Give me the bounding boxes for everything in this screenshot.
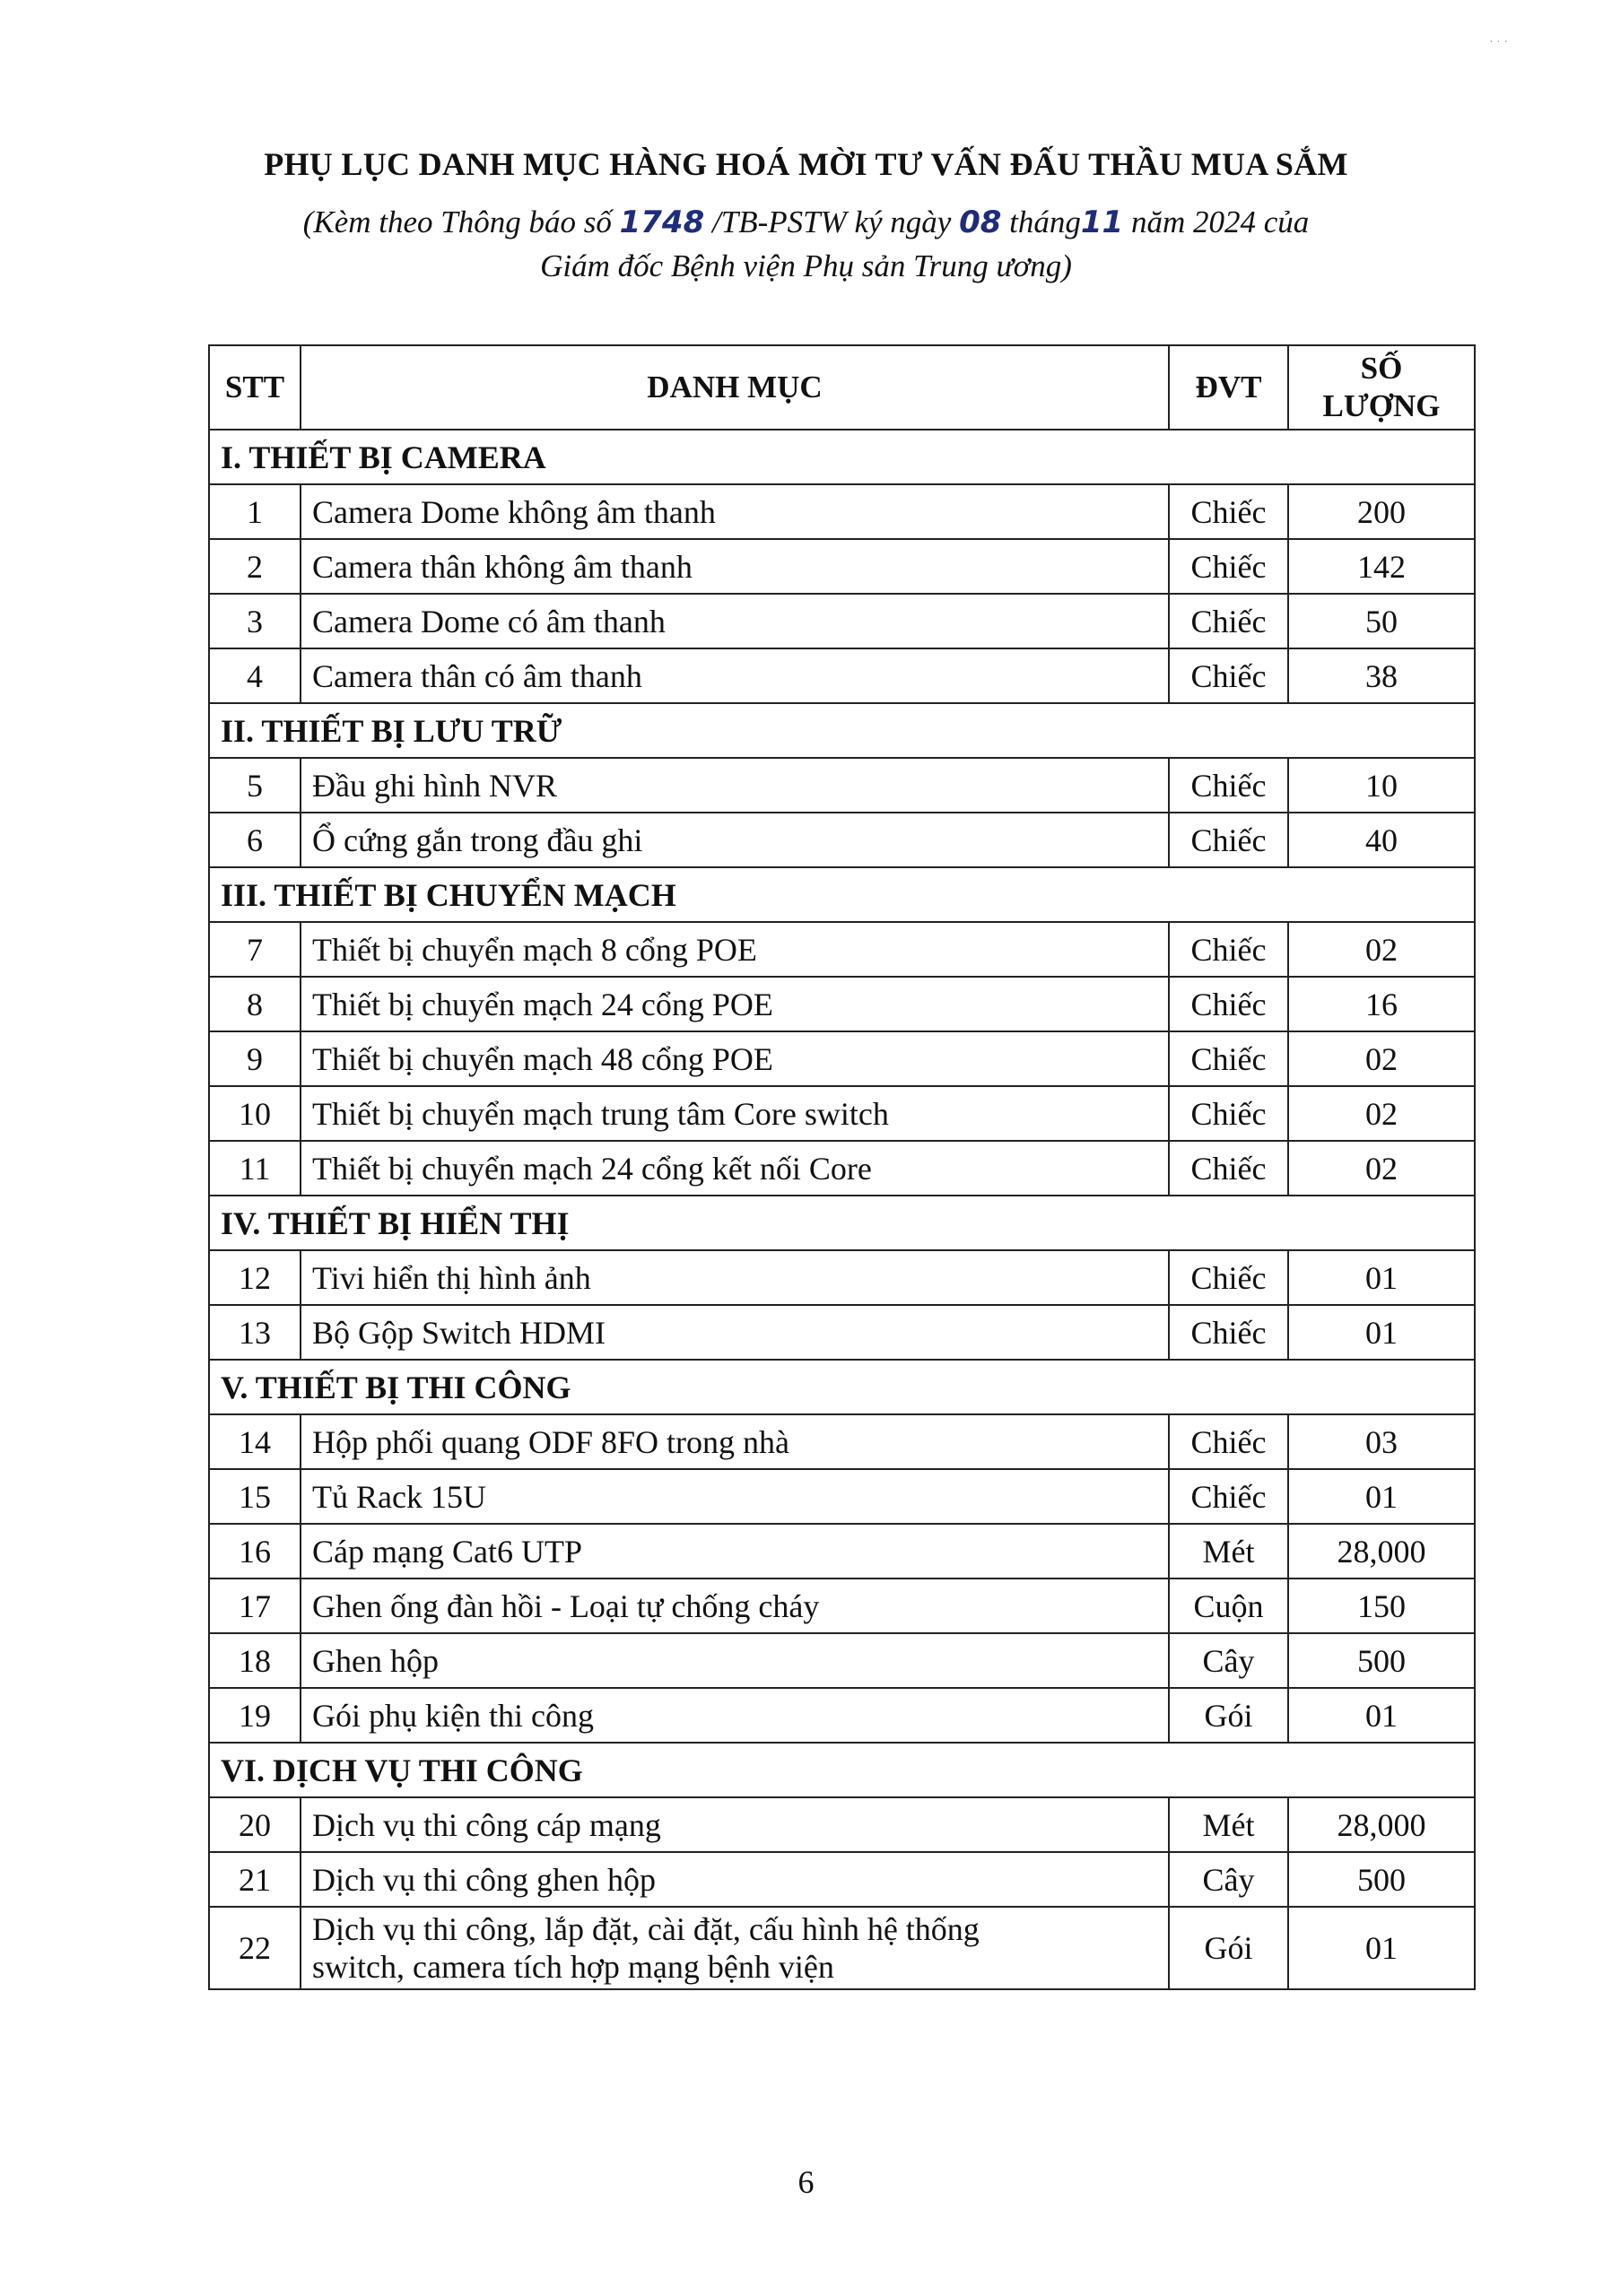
table-header-row [209, 345, 1475, 430]
cell-qty: 28,000 [1288, 1797, 1475, 1852]
cell-unit: Chiếc [1169, 1250, 1288, 1305]
cell-unit: Cây [1169, 1852, 1288, 1907]
table-row [209, 539, 1475, 594]
table-row [209, 758, 1475, 813]
cell-qty: 142 [1288, 539, 1475, 594]
cell-stt: 1 [209, 484, 301, 539]
table-row [209, 1305, 1475, 1360]
scan-speck: · · · [1489, 36, 1508, 49]
cell-qty: 02 [1288, 922, 1475, 977]
cell-stt: 15 [209, 1469, 301, 1524]
subtitle-mid1: /TB-PSTW ký ngày [712, 204, 952, 239]
cell-stt: 13 [209, 1305, 301, 1360]
cell-name: Tivi hiển thị hình ảnh [301, 1250, 1169, 1305]
table-row [209, 813, 1475, 867]
section-title: III. THIẾT BỊ CHUYỂN MẠCH [209, 867, 1288, 922]
cell-stt: 11 [209, 1141, 301, 1196]
subtitle-suffix: năm 2024 của [1130, 204, 1310, 239]
cell-stt: 3 [209, 594, 301, 648]
cell-name: Hộp phối quang ODF 8FO trong nhà [301, 1414, 1169, 1469]
section-blank [1288, 430, 1475, 484]
table-row [209, 1250, 1475, 1305]
cell-name: Camera thân không âm thanh [301, 539, 1169, 594]
goods-table [208, 344, 1476, 1990]
section-blank [1288, 1743, 1475, 1797]
handwritten-notice-number: 1748 [619, 204, 705, 240]
cell-stt: 10 [209, 1086, 301, 1141]
cell-qty: 40 [1288, 813, 1475, 867]
table-row [209, 1141, 1475, 1196]
section-row [209, 1360, 1475, 1414]
header-unit: ĐVT [1169, 345, 1288, 430]
cell-qty: 01 [1288, 1305, 1475, 1360]
cell-name [301, 1907, 1169, 1989]
cell-name: Tủ Rack 15U [301, 1469, 1169, 1524]
table-row [209, 922, 1475, 977]
cell-unit: Chiếc [1169, 484, 1288, 539]
section-title: I. THIẾT BỊ CAMERA [209, 430, 1288, 484]
table-row [209, 977, 1475, 1031]
cell-unit: Chiếc [1169, 594, 1288, 648]
table-row [209, 1578, 1475, 1633]
cell-qty: 10 [1288, 758, 1475, 813]
cell-stt: 17 [209, 1578, 301, 1633]
header-qty [1288, 345, 1475, 430]
cell-stt: 19 [209, 1688, 301, 1743]
cell-unit: Mét [1169, 1524, 1288, 1578]
section-row [209, 430, 1475, 484]
cell-name: Đầu ghi hình NVR [301, 758, 1169, 813]
table-row [209, 1469, 1475, 1524]
section-title: V. THIẾT BỊ THI CÔNG [209, 1360, 1288, 1414]
cell-stt: 21 [209, 1852, 301, 1907]
cell-qty: 38 [1288, 648, 1475, 703]
cell-unit: Chiếc [1169, 648, 1288, 703]
section-blank [1288, 703, 1475, 758]
section-title: II. THIẾT BỊ LƯU TRỮ [209, 703, 1288, 758]
cell-name: Camera Dome không âm thanh [301, 484, 1169, 539]
cell-name: Cáp mạng Cat6 UTP [301, 1524, 1169, 1578]
cell-unit: Gói [1169, 1688, 1288, 1743]
cell-name: Thiết bị chuyển mạch 48 cổng POE [301, 1031, 1169, 1086]
cell-stt: 16 [209, 1524, 301, 1578]
cell-name: Thiết bị chuyển mạch 24 cổng kết nối Core [301, 1141, 1169, 1196]
cell-unit: Cuộn [1169, 1578, 1288, 1633]
cell-unit: Chiếc [1169, 1141, 1288, 1196]
table-row [209, 1031, 1475, 1086]
header-item: DANH MỤC [301, 345, 1169, 430]
section-row [209, 703, 1475, 758]
page-number: 6 [797, 2164, 815, 2200]
cell-name: Ghen ống đàn hồi - Loại tự chống cháy [301, 1578, 1169, 1633]
cell-qty: 16 [1288, 977, 1475, 1031]
cell-name: Camera Dome có âm thanh [301, 594, 1169, 648]
cell-unit: Mét [1169, 1797, 1288, 1852]
cell-name: Camera thân có âm thanh [301, 648, 1169, 703]
cell-stt: 7 [209, 922, 301, 977]
cell-qty: 50 [1288, 594, 1475, 648]
cell-stt: 22 [209, 1907, 301, 1989]
cell-name: Thiết bị chuyển mạch 8 cổng POE [301, 922, 1169, 977]
cell-qty: 01 [1288, 1469, 1475, 1524]
cell-name: Gói phụ kiện thi công [301, 1688, 1169, 1743]
cell-qty: 150 [1288, 1578, 1475, 1633]
cell-name: Ghen hộp [301, 1633, 1169, 1688]
cell-stt: 5 [209, 758, 301, 813]
cell-qty: 500 [1288, 1633, 1475, 1688]
cell-name: Thiết bị chuyển mạch trung tâm Core switch [301, 1086, 1169, 1141]
cell-unit: Chiếc [1169, 1305, 1288, 1360]
cell-qty: 01 [1288, 1688, 1475, 1743]
cell-qty: 03 [1288, 1414, 1475, 1469]
section-title: VI. DỊCH VỤ THI CÔNG [209, 1743, 1288, 1797]
cell-stt: 18 [209, 1633, 301, 1688]
cell-name-line2: switch, camera tích hợp mạng bệnh viện [312, 1949, 834, 1985]
table-row [209, 1524, 1475, 1578]
table-row [209, 1797, 1475, 1852]
table-row [209, 1633, 1475, 1688]
cell-name: Thiết bị chuyển mạch 24 cổng POE [301, 977, 1169, 1031]
cell-unit: Chiếc [1169, 813, 1288, 867]
cell-qty: 02 [1288, 1086, 1475, 1141]
cell-stt: 8 [209, 977, 301, 1031]
cell-unit: Chiếc [1169, 758, 1288, 813]
section-blank [1288, 1196, 1475, 1250]
header-qty-line1: SỐ [1360, 351, 1403, 386]
section-blank [1288, 1360, 1475, 1414]
cell-qty: 02 [1288, 1031, 1475, 1086]
cell-unit: Chiếc [1169, 1414, 1288, 1469]
document-subtitle-line1 [0, 204, 1612, 240]
table-row [209, 594, 1475, 648]
handwritten-day: 08 [959, 204, 1002, 240]
section-title: IV. THIẾT BỊ HIỂN THỊ [209, 1196, 1288, 1250]
cell-name: Dịch vụ thi công ghen hộp [301, 1852, 1169, 1907]
handwritten-month: 11 [1080, 204, 1124, 240]
section-row [209, 1743, 1475, 1797]
document-title: PHỤ LỤC DANH MỤC HÀNG HOÁ MỜI TƯ VẤN ĐẤU THẦU MUA SẮM [264, 146, 1348, 182]
cell-qty: 02 [1288, 1141, 1475, 1196]
cell-unit: Chiếc [1169, 1031, 1288, 1086]
table-row [209, 1688, 1475, 1743]
table-row [209, 1414, 1475, 1469]
header-stt: STT [209, 345, 301, 430]
cell-stt: 4 [209, 648, 301, 703]
cell-unit: Chiếc [1169, 539, 1288, 594]
document-subtitle-line2: Giám đốc Bệnh viện Phụ sản Trung ương) [540, 248, 1072, 283]
cell-unit: Chiếc [1169, 1469, 1288, 1524]
cell-name-line1: Dịch vụ thi công, lắp đặt, cài đặt, cấu hình hệ thống [312, 1911, 980, 1947]
table-row [209, 1852, 1475, 1907]
cell-unit: Gói [1169, 1907, 1288, 1989]
table-row [209, 1086, 1475, 1141]
cell-stt: 6 [209, 813, 301, 867]
cell-stt: 20 [209, 1797, 301, 1852]
cell-name: Dịch vụ thi công cáp mạng [301, 1797, 1169, 1852]
cell-unit: Chiếc [1169, 922, 1288, 977]
subtitle-prefix: (Kèm theo Thông báo số [302, 204, 612, 239]
cell-unit: Cây [1169, 1633, 1288, 1688]
section-row [209, 1196, 1475, 1250]
section-row [209, 867, 1475, 922]
subtitle-mid2: tháng [1009, 204, 1081, 239]
section-blank [1288, 867, 1475, 922]
cell-qty: 01 [1288, 1250, 1475, 1305]
cell-qty: 500 [1288, 1852, 1475, 1907]
cell-unit: Chiếc [1169, 977, 1288, 1031]
cell-stt: 9 [209, 1031, 301, 1086]
table-row [209, 1907, 1475, 1989]
cell-stt: 14 [209, 1414, 301, 1469]
cell-qty: 01 [1288, 1907, 1475, 1989]
header-qty-line2: LƯỢNG [1322, 388, 1441, 423]
cell-name: Bộ Gộp Switch HDMI [301, 1305, 1169, 1360]
cell-qty: 28,000 [1288, 1524, 1475, 1578]
cell-stt: 12 [209, 1250, 301, 1305]
cell-name: Ổ cứng gắn trong đầu ghi [301, 813, 1169, 867]
cell-unit: Chiếc [1169, 1086, 1288, 1141]
cell-stt: 2 [209, 539, 301, 594]
table-row [209, 648, 1475, 703]
cell-qty: 200 [1288, 484, 1475, 539]
table-row [209, 484, 1475, 539]
